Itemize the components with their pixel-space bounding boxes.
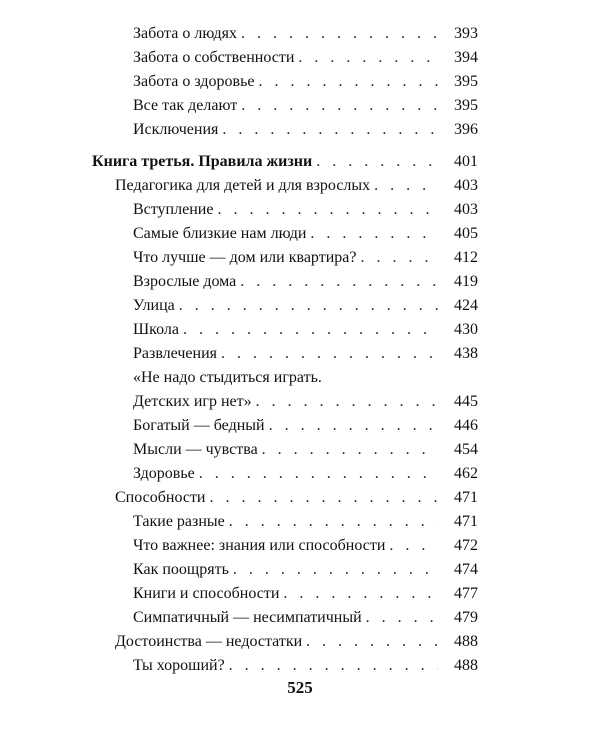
toc-entry-title: Симпатичный — несимпатичный <box>133 609 362 626</box>
page-number-footer: 525 <box>287 678 313 697</box>
toc-entry-title: Ты хороший? <box>133 657 225 674</box>
toc-entry <box>133 46 478 70</box>
toc-entry-title: Что лучше — дом или квартира? <box>133 249 357 266</box>
toc-part-entry <box>92 150 478 174</box>
toc-page-number: 401 <box>454 153 478 170</box>
toc-leader-dots <box>229 510 438 534</box>
toc-leader-dots <box>269 414 438 438</box>
toc-leader-dots <box>222 118 438 142</box>
toc-entry <box>133 22 478 46</box>
toc-leader-dots <box>306 630 438 654</box>
toc-entry <box>133 390 478 414</box>
toc-entry <box>133 534 478 558</box>
toc-page-number: 471 <box>454 489 478 506</box>
toc-page-number: 412 <box>454 249 478 266</box>
toc-page-number: 472 <box>454 537 478 554</box>
toc-leader-dots <box>316 150 438 174</box>
toc-entry-title: Педагогика для детей и для взрослых <box>115 177 371 194</box>
toc-entry <box>133 198 478 222</box>
toc-part-title: Книга третья. Правила жизни <box>92 153 313 170</box>
toc-leader-dots <box>221 342 438 366</box>
toc-page-number: 419 <box>454 273 478 290</box>
toc-entry <box>133 270 478 294</box>
toc-page-number: 395 <box>454 73 478 90</box>
toc-entry-title: Развлечения <box>133 345 217 362</box>
toc-leader-dots <box>310 222 438 246</box>
toc-entry-title: Взрослые дома <box>133 273 237 290</box>
toc-page-number: 471 <box>454 513 478 530</box>
toc-leader-dots <box>240 270 438 294</box>
toc-leader-dots <box>256 390 438 414</box>
toc-page-number: 479 <box>454 609 478 626</box>
toc-entry-title: Богатый — бедный <box>133 417 265 434</box>
toc-page-number: 438 <box>454 345 478 362</box>
toc-page-number: 454 <box>454 441 478 458</box>
toc-entry-title: Вступление <box>133 201 214 218</box>
toc-entry-title: Все так делают <box>133 97 238 114</box>
toc-leader-dots <box>262 438 438 462</box>
toc-entry-title: Такие разные <box>133 513 225 530</box>
toc-entry-title: Забота о здоровье <box>133 73 255 90</box>
toc-page-number: 488 <box>454 657 478 674</box>
toc-leader-dots <box>210 486 439 510</box>
toc-leader-dots <box>199 462 438 486</box>
toc-entry <box>133 222 478 246</box>
toc-entry-title: Здоровье <box>133 465 195 482</box>
toc-section-entry <box>115 630 478 654</box>
toc-page-number: 396 <box>454 121 478 138</box>
toc-entry-title: Улица <box>133 297 175 314</box>
toc-entry-title: Достоинства — недостатки <box>115 633 303 650</box>
toc-leader-dots <box>229 654 438 678</box>
toc-entry <box>133 294 478 318</box>
toc-entry <box>133 582 478 606</box>
toc-leader-dots <box>283 582 438 606</box>
toc-entry <box>133 246 478 270</box>
toc-page-number: 445 <box>454 393 478 410</box>
toc-entry-title: Забота о людях <box>133 25 237 42</box>
toc-entry <box>133 414 478 438</box>
toc-leader-dots <box>366 606 438 630</box>
toc-entry-title: Что важнее: знания или способности <box>133 537 386 554</box>
toc-entry <box>133 462 478 486</box>
toc-leader-dots <box>233 558 438 582</box>
toc-leader-dots <box>360 246 438 270</box>
toc-page-number: 393 <box>454 25 478 42</box>
toc-page-number: 403 <box>454 201 478 218</box>
toc-leader-dots <box>258 70 438 94</box>
toc-leader-dots <box>241 94 438 118</box>
toc-entry <box>133 70 478 94</box>
toc-page-number: 446 <box>454 417 478 434</box>
toc-page-number: 424 <box>454 297 478 314</box>
toc-page-number: 488 <box>454 633 478 650</box>
toc-entry <box>133 510 478 534</box>
toc-entry <box>133 94 478 118</box>
toc-page-number: 403 <box>454 177 478 194</box>
toc-entry-title: Книги и способности <box>133 585 280 602</box>
toc-page-number: 430 <box>454 321 478 338</box>
toc-leader-dots <box>183 318 438 342</box>
toc-entry-title: Забота о собственности <box>133 49 295 66</box>
toc-entry-title: Мысли — чувства <box>133 441 258 458</box>
toc-entry-title: Исключения <box>133 121 219 138</box>
toc-entry-wrapped-line: «Не надо стыдиться играть. <box>133 369 322 386</box>
toc-entry <box>133 342 478 366</box>
toc-page-number: 395 <box>454 97 478 114</box>
toc-entry-title: Самые близкие нам люди <box>133 225 307 242</box>
toc-entry <box>133 606 478 630</box>
toc-page-number: 477 <box>454 585 478 602</box>
toc-leader-dots <box>241 22 438 46</box>
toc-leader-dots <box>179 294 438 318</box>
toc-entry-title: Способности <box>115 489 206 506</box>
toc-page-number: 394 <box>454 49 478 66</box>
toc-leader-dots <box>298 46 438 70</box>
toc-leader-dots <box>217 198 438 222</box>
toc-entry-title: Школа <box>133 321 179 338</box>
toc-entry <box>133 118 478 142</box>
toc-entry <box>133 558 478 582</box>
toc-section-entry <box>115 174 478 198</box>
toc-page-number: 462 <box>454 465 478 482</box>
toc-entry <box>133 438 478 462</box>
toc-leader-dots <box>389 534 438 558</box>
toc-entry-title: Детских игр нет» <box>133 393 252 410</box>
toc-leader-dots <box>374 174 438 198</box>
toc-entry <box>133 318 478 342</box>
toc-entry <box>133 654 478 678</box>
toc-section-entry <box>115 486 478 510</box>
toc-page-number: 405 <box>454 225 478 242</box>
toc-entry-title: Как поощрять <box>133 561 229 578</box>
toc-page-number: 474 <box>454 561 478 578</box>
